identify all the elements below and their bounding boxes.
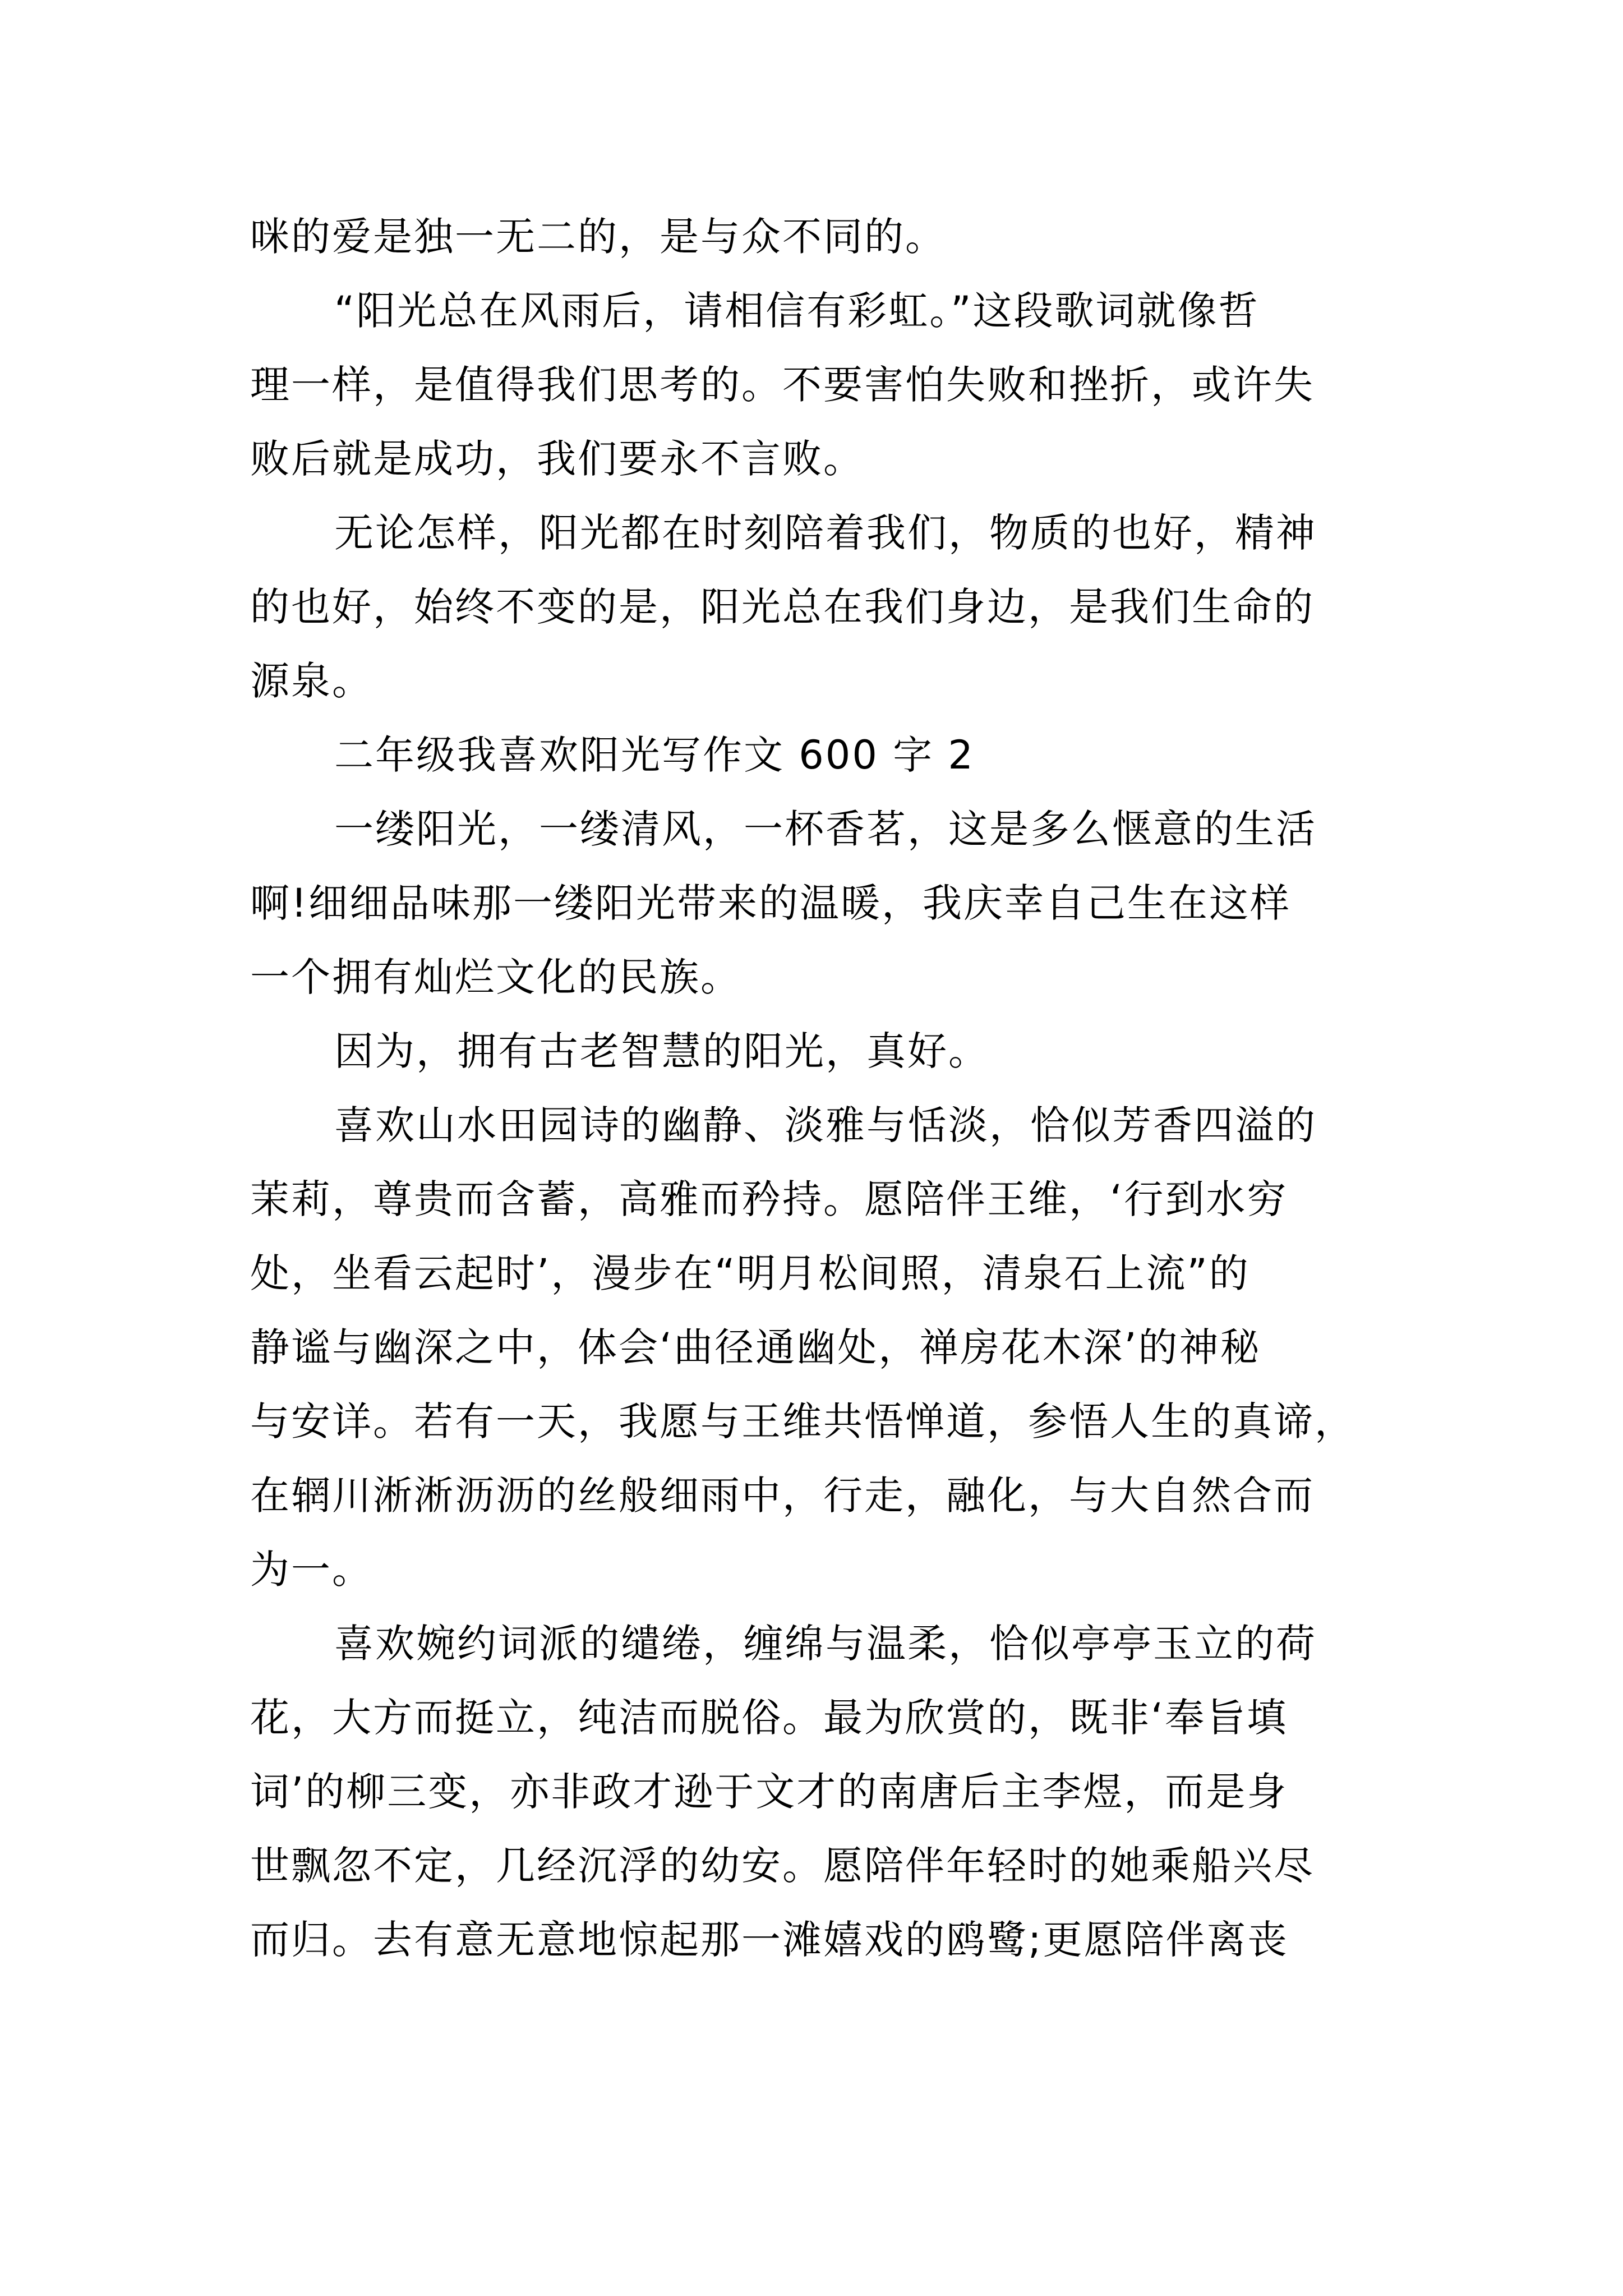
text-line: 啊!细细品味那一缕阳光带来的温暖，我庆幸自己生在这样 — [250, 880, 1292, 926]
text-line: 一个拥有灿烂文化的民族。 — [250, 954, 741, 1000]
text-line: 在辋川淅淅沥沥的丝般细雨中，行走，融化，与大自然合而 — [250, 1473, 1315, 1519]
text-line: 世飘忽不定，几经沉浮的幼安。愿陪伴年轻时的她乘船兴尽 — [250, 1843, 1315, 1889]
paragraph-first-line: 喜欢婉约词派的缱绻，缠绵与温柔，恰似亭亭玉立的荷 — [334, 1621, 1317, 1667]
text-line: 咪的爱是独一无二的，是与众不同的。 — [250, 214, 946, 260]
text-line: 理一样，是值得我们思考的。不要害怕失败和挫折，或许失 — [250, 362, 1315, 408]
paragraph-first-line: 因为，拥有古老智慧的阳光，真好。 — [334, 1028, 989, 1074]
text-line: 花，大方而挺立，纯洁而脱俗。最为欣赏的，既非‘奉旨填 — [250, 1695, 1288, 1741]
text-line: 而归。去有意无意地惊起那一滩嬉戏的鸥鹭;更愿陪伴离丧 — [250, 1917, 1289, 1963]
text-line: 源泉。 — [250, 658, 373, 704]
paragraph-first-line: 一缕阳光，一缕清风，一杯香茗，这是多么惬意的生活 — [334, 806, 1317, 852]
body-text — [250, 200, 1377, 1977]
text-line: 处，坐看云起时’，漫步在“明月松间照，清泉石上流”的 — [250, 1250, 1250, 1296]
text-line: 为一。 — [250, 1547, 373, 1593]
paragraph-first-line: “阳光总在风雨后，请相信有彩虹。”这段歌词就像哲 — [334, 288, 1260, 334]
text-line: 与安详。若有一天，我愿与王维共悟惮道，参悟人生的真谛， — [250, 1398, 1355, 1444]
text-line: 茉莉，尊贵而含蓄，高雅而矜持。愿陪伴王维，‘行到水穷 — [250, 1176, 1288, 1222]
paragraph-first-line: 喜欢山水田园诗的幽静、淡雅与恬淡，恰似芳香四溢的 — [334, 1102, 1317, 1148]
text-line: 静谧与幽深之中，体会‘曲径通幽处，禅房花木深’的神秘 — [250, 1324, 1261, 1370]
paragraph-first-line: 无论怎样，阳光都在时刻陪着我们，物质的也好，精神 — [334, 510, 1317, 556]
text-line: 词’的柳三变，亦非政才逊于文才的南唐后主李煜，而是身 — [250, 1769, 1288, 1815]
text-line: 的也好，始终不变的是，阳光总在我们身边，是我们生命的 — [250, 584, 1315, 630]
text-line: 败后就是成功，我们要永不言败。 — [250, 436, 864, 482]
section-heading: 二年级我喜欢阳光写作文 600 字 2 — [334, 732, 975, 778]
